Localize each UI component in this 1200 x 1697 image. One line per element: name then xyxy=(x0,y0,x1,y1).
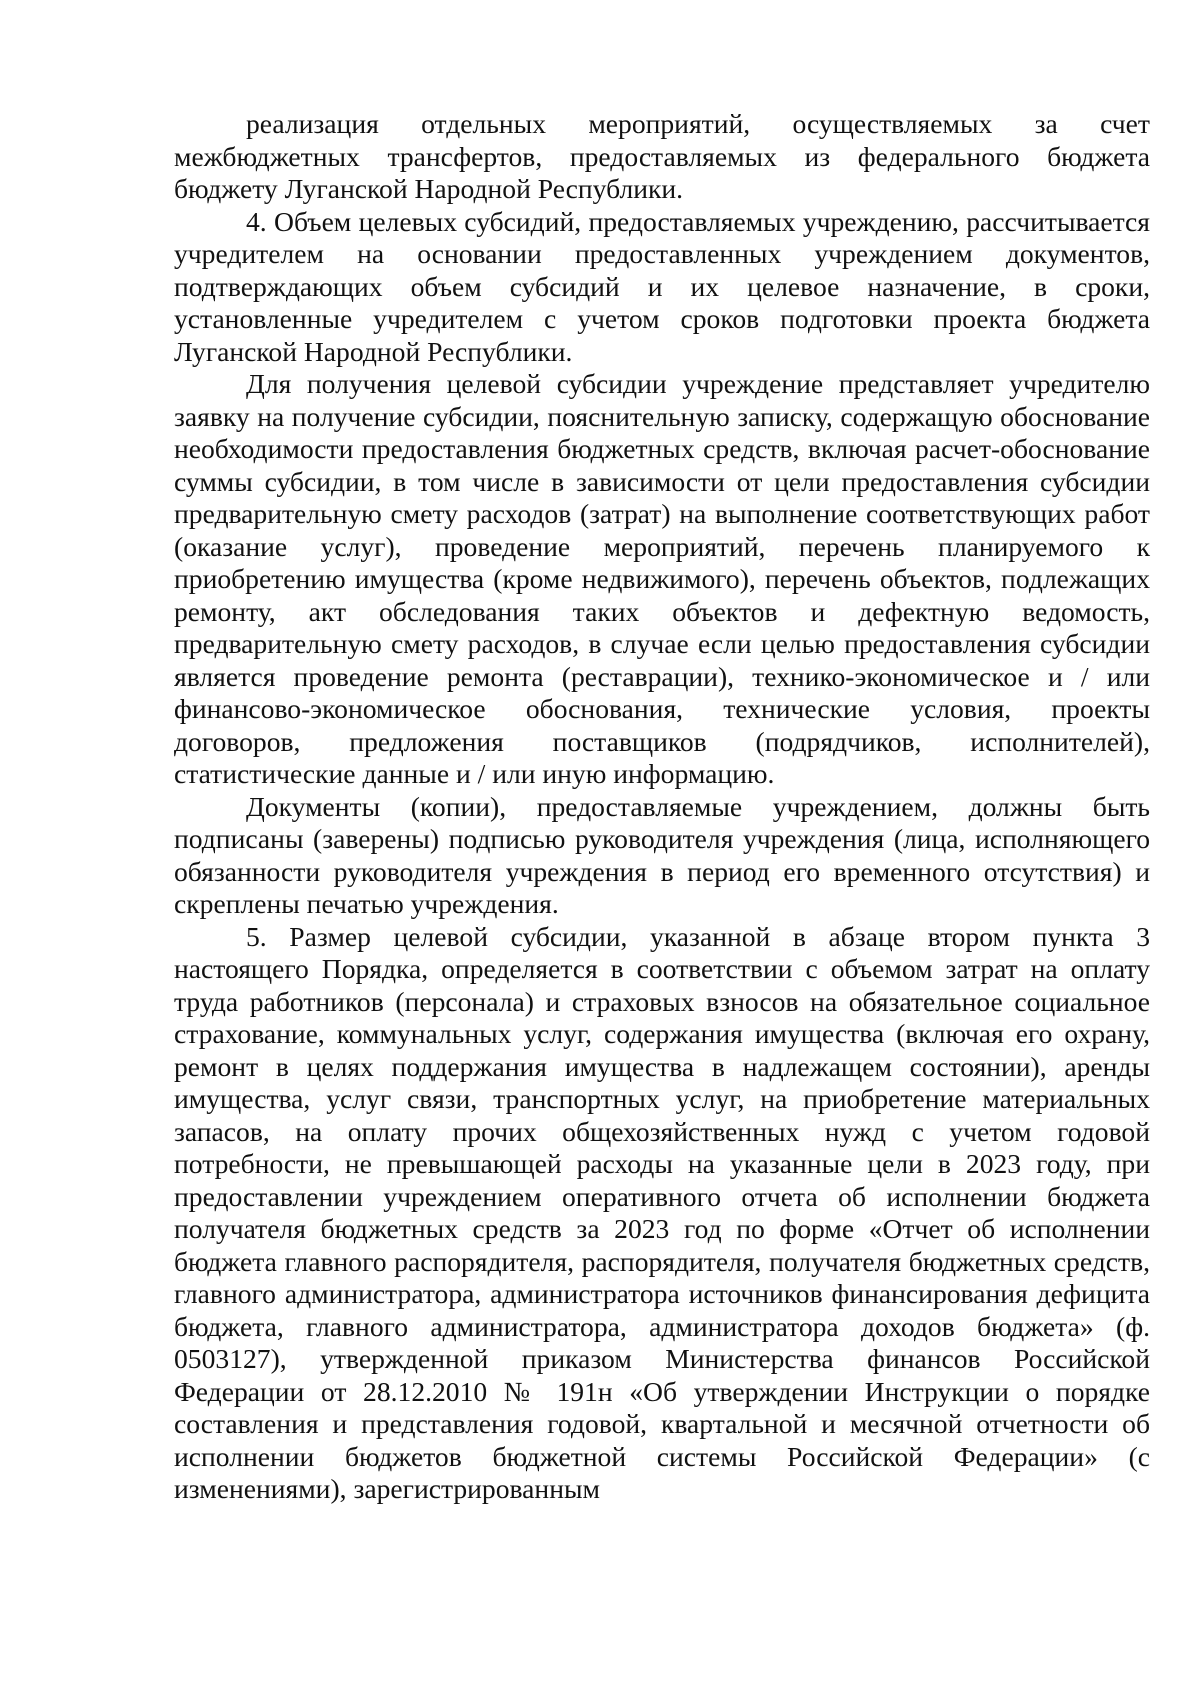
paragraph-2: 4. Объем целевых субсидий, предоставляемых учреждению, рассчитывается учредителем на основании предоставленных учреждением документов, подтверждающих объем субсидий и их целевое назначение, в сроки, установленные учредителем с учетом сроков подготовки проекта бюджета Луганской Народной Республики. xyxy=(174,205,1150,367)
paragraph-5: 5. Размер целевой субсидии, указанной в абзаце втором пункта 3 настоящего Порядка, определяется в соответствии с объемом затрат на оплату труда работников (персонала) и страховых взносов на обязательное социальное страхование, коммунальных услуг, содержания имущества (включая его охрану, ремонт в целях поддержания имущества в надлежащем состоянии), аренды имущества, услуг связи, транспортных услуг, на приобретение материальных запасов, на оплату прочих общехозяйственных нужд с учетом годовой потребности, не превышающей расходы на указанные цели в 2023 году, при предоставлении учреждением оперативного отчета об исполнении бюджета получателя бюджетных средств за 2023 год по форме «Отчет об исполнении бюджета главного распорядителя, распорядителя, получателя бюджетных средств, главного администратора, администратора источников финансирования дефицита бюджета, главного администратора, администратора доходов бюджета» (ф. 0503127), утвержденной приказом Министерства финансов Российской Федерации от 28.12.2010 № 191н «Об утверждении Инструкции о порядке составления и представления годовой, квартальной и месячной отчетности об исполнении бюджетов бюджетной системы Российской Федерации» (с изменениями), зарегистрированным xyxy=(174,920,1150,1504)
paragraph-4: Документы (копии), предоставляемые учреждением, должны быть подписаны (заверены) подписью руководителя учреждения (лица, исполняющего обязанности руководителя учреждения в период его временного отсутствия) и скреплены печатью учреждения. xyxy=(174,790,1150,919)
document-page xyxy=(174,108,1150,1506)
paragraph-1: реализация отдельных мероприятий, осуществляемых за счет межбюджетных трансфертов, предоставляемых из федерального бюджета бюджету Луганской Народной Республики. xyxy=(174,108,1150,204)
paragraph-3: Для получения целевой субсидии учреждение представляет учредителю заявку на получение субсидии, пояснительную записку, содержащую обоснование необходимости предоставления бюджетных средств, включая расчет-обоснование суммы субсидии, в том числе в зависимости от цели предоставления субсидии предварительную смету расходов (затрат) на выполнение соответствующих работ (оказание услуг), проведение мероприятий, перечень планируемого к приобретению имущества (кроме недвижимого), перечень объектов, подлежащих ремонту, акт обследования таких объектов и дефектную ведомость, предварительную смету расходов, в случае если целью предоставления субсидии является проведение ремонта (реставрации), технико-экономическое и / или финансово-экономическое обоснования, технические условия, проекты договоров, предложения поставщиков (подрядчиков, исполнителей), статистические данные и / или иную информацию. xyxy=(174,368,1150,789)
